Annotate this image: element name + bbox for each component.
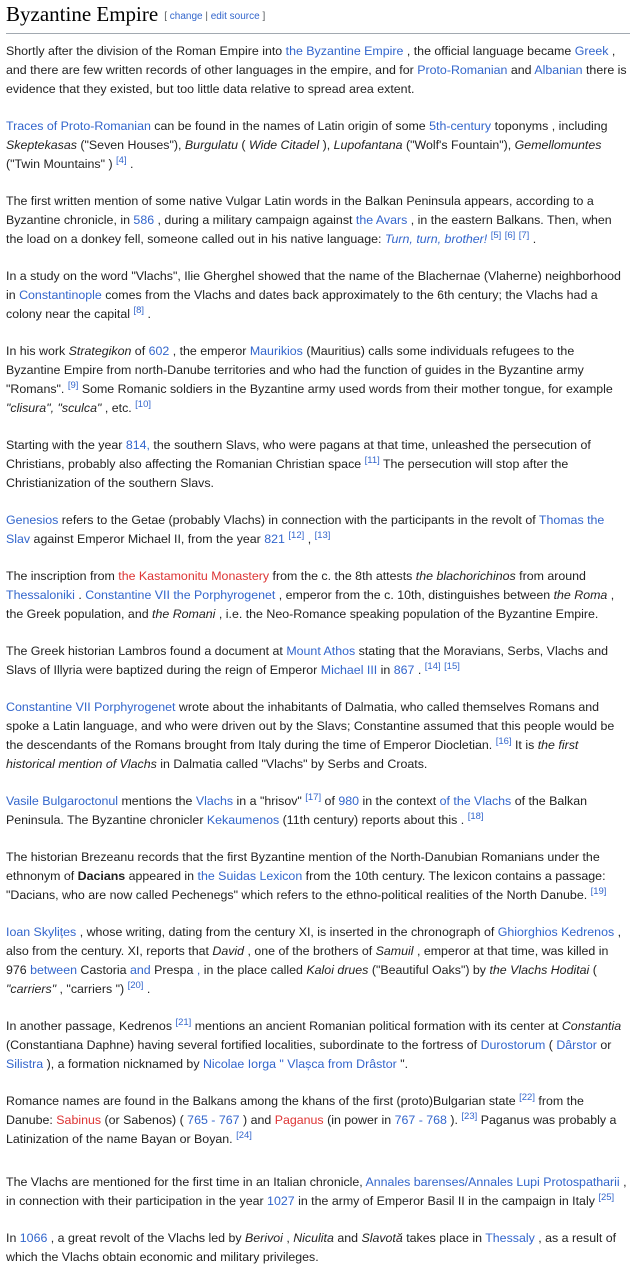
paragraph: Romance names are found in the Balkans among the khans of the first (proto)Bulgarian state [22] from the Danube: Sabinus (or Sabenos) ( 765 - 767 ) and Paganus (in power in 767 - 768 ). [23] Paganus was probably a Latinization of the name Bayan or Boyan. [24]	[6, 1092, 617, 1146]
paragraph: Genesios refers to the Getae (probably Vlachs) in connection with the participants in the revolt of Thomas the Slav against Emperor Michael II, from the year 821 [12] , [13]	[6, 513, 605, 546]
paragraph: The historian Brezeanu records that the first Byzantine mention of the North-Danubian Romanians under the ethnonym of Dacians appeared in the Suidas Lexicon from the 10th century. The lexicon contains a passage: "Dacians, who are now called Pechenegs" which refers to the ethno-political realities of the North Danube. [19]	[6, 850, 607, 902]
link-5th-century[interactable]: 5th-century	[429, 119, 492, 133]
link-1027[interactable]: 1027	[267, 1194, 295, 1208]
link-silistra[interactable]: Silistra	[6, 1057, 44, 1071]
paragraph: The Vlachs are mentioned for the first time in an Italian chronicle, Annales barenses/Annales Lupi Protospatharii , in connection with their participation in the year 1027 in the army of Emperor Basil II in the campaign in Italy [25]	[6, 1175, 627, 1208]
redlink-paganus[interactable]: Paganus	[274, 1113, 324, 1127]
paragraph: In a study on the word "Vlachs", Ilie Gherghel showed that the name of the Blachernae (Vlaherne) neighborhood in Constantinople comes from the Vlachs and dates back approximately to the 6th century; the Vlachs had a colony near the capital [8] .	[6, 269, 621, 321]
paragraph: The inscription from the Kastamonitu Monastery from the c. the 8th attests the blachorichinos from around Thessaloniki . Constantine VII the Porphyrogenet , emperor from the c. 10th, distinguishes between the Roma , the Greek population, and the Romani , i.e. the Neo-Romance speaking population of the Byzantine Empire.	[6, 569, 615, 621]
link-1066[interactable]: 1066	[19, 1231, 48, 1245]
citation[interactable]: [22]	[519, 1092, 535, 1103]
paragraph: The Greek historian Lambros found a document at Mount Athos stating that the Moravians, Serbs, Vlachs and Slavs of Illyria were baptized during the reign of Emperor Michael III in 867 . [14] [15]	[6, 644, 608, 677]
link-ghiorghios-kedrenos[interactable]: Ghiorghios Kedrenos	[497, 925, 615, 939]
link-darstor[interactable]: Dârstor	[556, 1038, 597, 1052]
redlink-kastamonitu-monastery[interactable]: the Kastamonitu Monastery	[118, 569, 270, 583]
link-albanian[interactable]: Albanian	[534, 63, 583, 77]
link-vlachs[interactable]: Vlachs	[195, 794, 234, 808]
citation[interactable]: [4]	[116, 155, 127, 166]
paragraph: Constantine VII Porphyrogenet wrote about the inhabitants of Dalmatia, who called themselves Romans and spoke a Latin language, and who were driven out by the Slavs; Constantine assumed that this people would be the descendants of the Romans brought from Italy during the time of Emperor Diocletian. [16] It is the first historical mention of Vlachs in Dalmatia called "Vlachs" by Serbs and Croats.	[6, 700, 615, 771]
paragraph: Vasile Bulgaroctonul mentions the Vlachs in a "hrisov" [17] of 980 in the context of the Vlachs of the Balkan Peninsula. The Byzantine chronicler Kekaumenos (11th century) reports about this . [18]	[6, 792, 588, 827]
citation[interactable]: [6]	[504, 230, 516, 241]
link-dash[interactable]: -	[207, 1113, 219, 1127]
link-suidas-lexicon[interactable]: the Suidas Lexicon	[197, 869, 303, 883]
section-heading	[6, 0, 630, 34]
link-thessaloniki[interactable]: Thessaloniki	[6, 588, 75, 602]
paragraph: Traces of Proto-Romanian can be found in the names of Latin origin of some 5th-century toponyms , including Skeptekasas ("Seven Houses"), Burgulatu ( Wide Citadel ), Lupofantana ("Wolf's Fountain"), Gemellomuntes ("Twin Mountains" ) [4] .	[6, 119, 608, 171]
paragraph: In 1066 , a great revolt of the Vlachs led by Berivoi , Niculita and Slavotă takes place in Thessaly , as a result of which the Vlachs obtain economic and military privileges.	[6, 1231, 617, 1264]
redlink-sabinus[interactable]: Sabinus	[56, 1113, 102, 1127]
citation[interactable]: [5]	[490, 230, 502, 241]
citation[interactable]: [18]	[467, 811, 484, 822]
citation[interactable]: [20]	[127, 980, 144, 991]
citation[interactable]: [15]	[444, 661, 460, 672]
citation[interactable]: [23]	[461, 1111, 478, 1122]
link-767[interactable]: 767	[218, 1113, 240, 1127]
citation[interactable]: [14]	[424, 661, 441, 672]
citation[interactable]: [11]	[364, 455, 380, 466]
link-821[interactable]: 821	[264, 532, 285, 546]
link-ioan-skylites[interactable]: Ioan Skylițes	[6, 925, 77, 939]
citation[interactable]: [21]	[175, 1017, 192, 1028]
link-constantine-vii[interactable]: Constantine VII the Porphyrogenet	[85, 588, 276, 602]
link-traces-of-proto-romanian[interactable]: Traces of Proto-Romanian	[6, 119, 151, 133]
link-the-avars[interactable]: the Avars	[355, 213, 408, 227]
link-greek[interactable]: Greek	[574, 44, 609, 58]
link-maurikios[interactable]: Maurikios	[249, 344, 303, 358]
citation[interactable]: [10]	[135, 399, 152, 410]
paragraph: In his work Strategikon of 602 , the emperor Maurikios (Mauritius) calls some individuals refugees to the Byzantine Empire from north-Danube territories and who had the function of guides in the Byzantine army "Romans". [9] Some Romanic soldiers in the Byzantine army used words from their mother tongue, for example "clisura", "sculca" , etc. [10]	[6, 344, 613, 415]
citation[interactable]: [19]	[590, 886, 607, 897]
link-proto-romanian[interactable]: Proto-Romanian	[417, 63, 508, 77]
edit-section-links: [ change | edit source ]	[164, 11, 266, 22]
link-constantinople[interactable]: Constantinople	[19, 288, 102, 302]
citation[interactable]: [17]	[305, 792, 322, 803]
citation[interactable]: [24]	[236, 1130, 252, 1141]
citation[interactable]: [8]	[133, 305, 144, 316]
link-michael-iii[interactable]: Michael III	[320, 663, 378, 677]
link-768[interactable]: 768	[426, 1113, 447, 1127]
citation[interactable]: [25]	[598, 1192, 615, 1203]
citation[interactable]: [16]	[495, 736, 512, 747]
citation[interactable]: [13]	[314, 530, 331, 541]
citation[interactable]: [7]	[518, 230, 530, 241]
citation[interactable]: [9]	[67, 380, 79, 391]
link-constantine-vii-porphyrogenet[interactable]: Constantine VII Porphyrogenet	[6, 700, 176, 714]
link-nicolae-iorga-vlasca[interactable]: Nicolae Iorga " Vlașca from Drâstor	[202, 1057, 397, 1071]
link-814[interactable]: 814,	[125, 438, 150, 452]
link-765[interactable]: 765	[187, 1113, 208, 1127]
link-and[interactable]: and	[130, 963, 151, 977]
paragraph: In another passage, Kedrenos [21] mentions an ancient Romanian political formation with its center at Constantia (Constantiana Daphne) having several fortified localities, subordinate to the fortress of Durostorum ( Dârstor or Silistra ), a formation nicknamed by Nicolae Iorga " Vlașca from Drâstor ".	[6, 1017, 622, 1071]
link-vasile-bulgaroctonul[interactable]: Vasile Bulgaroctonul	[6, 794, 119, 808]
link-of-the-vlachs[interactable]: of the Vlachs	[439, 794, 512, 808]
link-genesios[interactable]: Genesios	[6, 513, 59, 527]
link-thomas-the-slav[interactable]: Thomas the Slav	[6, 513, 605, 546]
paragraph: Shortly after the division of the Roman Empire into the Byzantine Empire , the official language became Greek , and there are few written records of other languages in the empire, and for Proto-Romanian and Albanian there is evidence that they existed, but too little data relative to spread area extent.	[6, 44, 627, 96]
edit-source-link[interactable]: edit source	[210, 11, 260, 22]
link-annales-barenses[interactable]: Annales barenses/Annales Lupi Protospatharii	[365, 1175, 620, 1189]
link-867[interactable]: 867	[393, 663, 415, 677]
section-title: Byzantine Empire	[6, 2, 159, 26]
link-602[interactable]: 602	[148, 344, 170, 358]
link-thessaly[interactable]: Thessaly	[485, 1231, 535, 1245]
link-between[interactable]: between	[30, 963, 77, 977]
link-byzantine-empire[interactable]: the Byzantine Empire	[285, 44, 404, 58]
paragraph: Starting with the year 814, the southern Slavs, who were pagans at that time, unleashed the persecution of Christians, probably also affecting the Romanian Christian space [11] The persecution will stop after the Christianization of the southern Slavs.	[6, 438, 591, 490]
link-586[interactable]: 586	[133, 213, 155, 227]
link-comma[interactable]: ,	[196, 963, 201, 977]
link-767[interactable]: 767	[394, 1113, 416, 1127]
link-durostorum[interactable]: Durostorum	[480, 1038, 546, 1052]
link-turn-turn-brother[interactable]: Turn, turn, brother!	[384, 232, 488, 246]
paragraph: The first written mention of some native Vulgar Latin words in the Balkan Peninsula appears, according to a Byzantine chronicle, in 586 , during a military campaign against the Avars , in the eastern Balkans. Then, when the load on a donkey fell, someone called out in his native language: Turn, turn, brother! [5] [6] [7] .	[6, 194, 612, 246]
paragraph: Ioan Skylițes , whose writing, dating from the century XI, is inserted in the chronograph of Ghiorghios Kedrenos , also from the century. XI, reports that David , one of the brothers of Samuil , emperor at that time, was killed in 976 between Castoria and Prespa , in the place called Kaloi drues ("Beautiful Oaks") by the Vlachs Hoditai ( "carriers" , "carriers ") [20] .	[6, 925, 622, 996]
citation[interactable]: [12]	[288, 530, 305, 541]
change-link[interactable]: change	[169, 11, 203, 22]
link-mount-athos[interactable]: Mount Athos	[286, 644, 356, 658]
link-dash[interactable]: -	[415, 1113, 427, 1127]
link-980[interactable]: 980	[338, 794, 360, 808]
link-kekaumenos[interactable]: Kekaumenos	[206, 813, 280, 827]
